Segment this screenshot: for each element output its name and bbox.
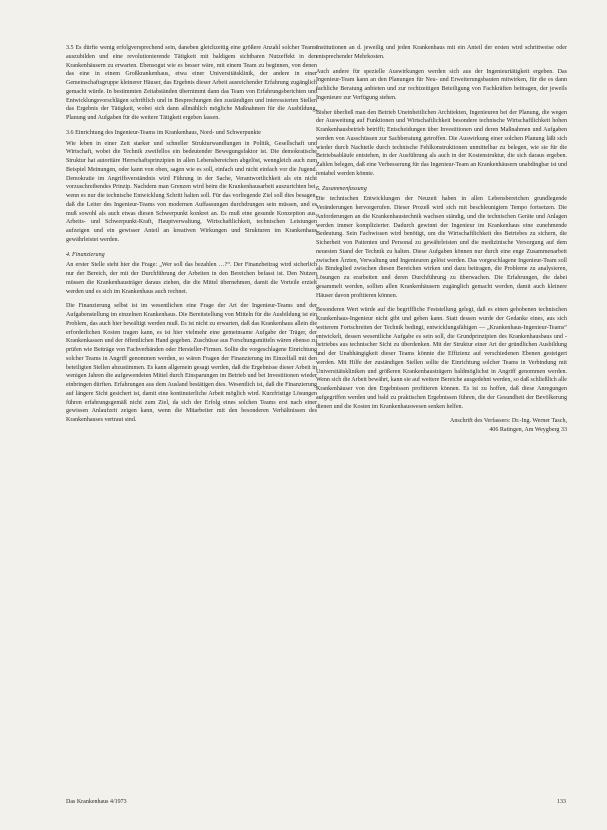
paragraph: Wie leben in einer Zeit starker und schneller Strukturwandlungen in Politik, Gesellschaft und Wirtschaft, wobei die Technik zweifellos ein bedeutender Bewegungsfaktor ist. Die demokratische Struktur hat autoritäre Herrschaftsprinzipien in allen Lebensbereichen abgelöst, wenngleich auch zum Beispiel Meinungen, oder kann von oben, sagen wie es soll, einfach und nicht einfach vor die Jugend. Demokratie im Angriffsverständnis wird Führung in der Sache, Verantwortlichkeit als ein nicht vorzuschreibendes Prinzip. Nachdem man Grenzen wird beim die Krankenhausarbeit auszurichten bei, wenn es nur die technische Entwicklung Schritt halten soll. Für das vorliegende Ziel soll dies besagen, daß die Leiter des Ingenieur-Teams von modernen Auffassungen durchdrungen sein müssen, und es muß sowohl als auch etwas diesen Schwerpunkt konkret an. Es muß eine gesunde Konzeption aus, Arbeits- und Schwerpunkt-Kraft, Hauptverwaltung, Wirtschaftlichkeit, technischen Leistungen aufzeigen und ein gewisser Anteil an kreativen Wirkungen und Strukturen im Krankenhaus gewährleistet werden. — [66, 140, 317, 243]
paragraph: 3.5 Es dürfte wenig erfolgversprechend sein, daneben gleichzeitig eine größere Anzahl solcher Teams auszubilden und eine revolutionierende Tätigkeit mit baldigem sichtbaren Nutzeffekt in den Krankenhäusern zu erwarten. Ebensogut wie es besser wäre, mit einem Team zu beginnen, von denen das eine in einem Großkrankenhaus, etwa einer Universitätsklinik, der andere in einer Gemeinschaftsgruppe kleinerer Häuser, das Ergebnis dieser Arbeit ausreichender Erfahrung zugänglich gemacht würde. In bestimmten Zeitabständen übernimmt dann das Team von Erfahrungsberichten und Entwicklungsvorschlägen schriftlich und in Besprechungen den zuständigen und interessierten Stellen das Ergebnis der Tätigkeit, wobei sich dann allmählich mögliche Maßnahmen für die Ausbildung, Planung und Aufgaben für die weitere Tätigkeit ergeben lassen. — [66, 45, 317, 121]
paragraph: Bisher überließ man den Betrieb Uneinheitlichen Architekten, Ingenieuren bei der Planung, die wegen der Ausweitung auf Funktionen und Wirtschaftlichkeit besondere technische Wirtschaftlichkeit hohen Krankenhausbetrieb betrifft; Entscheidungen über Investitionen und deren Maßnahmen und Aufgaben werden von Ausschüssen zur Sachberatung getroffen. Die Auswirkung einer solchen Planung läßt sich wieder durch Nachteile durch technische Fehlkonstruktionen unmittelbar zu belegen, wie sie für die Betriebsabläufe entstehen, in der Ausführung als auch in der Kostenstruktur, die sich daraus ergeben. Zahlen belegen, daß eine Verbesserung für das Ingenieur-Team an Krankenhäusern unabdingbar ist und rentabel werden könnte. — [316, 109, 567, 177]
right-column — [316, 44, 567, 441]
paragraph: Besonderen Wert würde auf die begriffliche Feststellung gelegt, daß es einen gehobenen technischen Krankenhaus-Ingenieur nicht gibt und geben kann. Statt dessen wurde der Gedanke eines, aus sich weiterem Fortschreiten der Technik bedingt, entwicklungsfähigen — „Krankenhaus-Ingenieur-Teams“ entwickelt, dessen wesentliche Aufgabe es sein soll, die Grundprinzipien des Krankenhausbaus und -betriebes aus technischer Sicht zu überdenken. Mit der Struktur einer Art der gründlichen Ausbildung und der Unabhängigkeit dieser Teams könnte die Effizienz auf verschiedenen Ebenen gesteigert werden. Mit Hilfe der zuständigen Stellen sollte die Einrichtung solcher Teams in Verbindung mit Universitätskliniken und größeren Krankenhausträgern baldmöglichst in Angriff genommen werden. Wenn sich die Arbeit bewährt, kann sie auf weitere Bereiche ausgedehnt werden, so daß schließlich alle Krankenhäuser von den Ergebnissen profitieren können. Es ist zu hoffen, daß diese Anregungen aufgegriffen werden und bald zu praktischen Ergebnissen führen, die der Gesundheit der Bevölkerung dienen und die Kosten im Krankenhauswesen senken helfen. — [316, 307, 567, 410]
author-address-line: 406 Ratingen, Am Weygberg 33 — [489, 427, 567, 433]
section-heading: 4. Finanzierung — [66, 251, 105, 258]
paragraph: Die technischen Entwicklungen der Neuzeit haben in allen Lebensbereichen grundlegende Veränderungen hervorgerufen. Dieser Prozeß wird sich mit beschleunigtem Tempo fortsetzen. Die Anforderungen an die Krankenhaustechnik wachsen ständig, und die technischen Geräte und Anlagen werden immer komplizierter. Dadurch gewinnt der Ingenieur im Krankenhaus eine zunehmende Bedeutung. Sein Fachwissen wird benötigt, um die Wirtschaftlichkeit des Betriebes zu sichern, die Sicherheit von Patienten und Personal zu gewährleisten und die medizinische Versorgung auf dem neuesten Stand der Technik zu halten. Diese Aufgaben können nur durch eine enge Zusammenarbeit zwischen Ärzten, Verwaltung und Ingenieuren gelöst werden. Das vorgeschlagene Ingenieur-Team soll als Bindeglied zwischen diesen Bereichen wirken und dazu beitragen, die Probleme zu analysieren, Lösungen zu erarbeiten und deren Durchführung zu überwachen. Die Erfahrungen, die dabei gesammelt werden, sollten allen Krankenhäusern zugänglich gemacht werden, damit auch kleinere Häuser davon profitieren können. — [316, 196, 567, 299]
page-number: 133 — [557, 799, 566, 805]
section-heading: 3.6 Einrichtung des Ingenieur-Teams im Krankenhaus, Nord- und Schwerpunkte — [66, 129, 261, 136]
left-column — [66, 44, 317, 431]
paragraph: Die Finanzierung selbst ist im wesentlichen eine Frage der Art der Ingenieur-Teams und der Aufgabenstellung im einzelnen Krankenhaus. Die Bereitstellung von Mitteln für die Ausbildung ist ein Problem, das auch hier bewältigt werden muß. Es ist nicht zu erwarten, daß das Krankenhaus allein die erforderlichen Kosten tragen kann, es ist hier vielmehr eine gemeinsame Aufgabe der Träger, der Krankenkassen und der öffentlichen Hand gegeben. Zuschüsse aus Forschungsmitteln wären ebenso zu prüfen wie Beiträge von Fachverbänden oder Hersteller-Firmen. Sollte die vorgeschlagene Einrichtung solcher Teams in Angriff genommen werden, so wären Fragen der Finanzierung im Einzelfall mit den beteiligten Stellen abzustimmen. Es kann allgemein gesagt werden, daß die Ergebnisse dieser Arbeit in wenigen Jahren die aufgewendeten Mittel durch Einsparungen im Betrieb und bei Investitionen wieder einbringen dürften. Erfahrungen aus dem Ausland bestätigen dies. Wesentlich ist, daß die Finanzierung auf längere Sicht gesichert ist, damit eine kontinuierliche Arbeit möglich wird. Kurzfristige Lösungen führen erfahrungsgemäß nicht zum Ziel, da sich der Erfolg eines solchen Teams erst nach einer gewissen Anlaufzeit zeigen kann, wenn die Mitarbeiter mit den besonderen Verhältnissen des Krankenhauses vertraut sind. — [66, 303, 317, 423]
paragraph: Auch andere für spezielle Auswirkungen werden sich aus der Ingenieurtätigkeit ergeben. Das Ingenieur-Team kann an den Planungen für Neu- und Erweiterungsbauten mitwirken, für die es dann fachliche Beratung anbieten und zur rechtzeitigen Beteiligung von Fachkräften beitragen, der jeweils Ingenieure zur Verfügung stehen. — [316, 68, 567, 101]
paragraph: An erster Stelle steht hier die Frage: „Wer soll das bezahlen …?“. Der Finanzbeitrag wird sicherlich nur der Bereich, der mit der Durchführung der Arbeiten in den Bereichen befasst ist. Den Nutzen müssen die Krankenhausträger daraus ziehen, die die Mittel übernehmen, damit die Vorteile erzielt werden und es sich im Krankenhaus auch rechnet. — [66, 262, 317, 295]
author-address-line: Anschrift des Verfassers: Dr.-Ing. Werner Tasch, — [450, 418, 567, 425]
author-address — [316, 417, 567, 435]
section-heading: 5. Zusammenfassung — [316, 185, 367, 192]
journal-name: Das Krankenhaus 4/1973 — [66, 799, 127, 805]
paragraph: Institutionen an d. jeweilig und jeden Krankenhaus mit ein Anteil der ersten wird schrittweise oder entsprechender Mehrkosten. — [316, 45, 567, 60]
